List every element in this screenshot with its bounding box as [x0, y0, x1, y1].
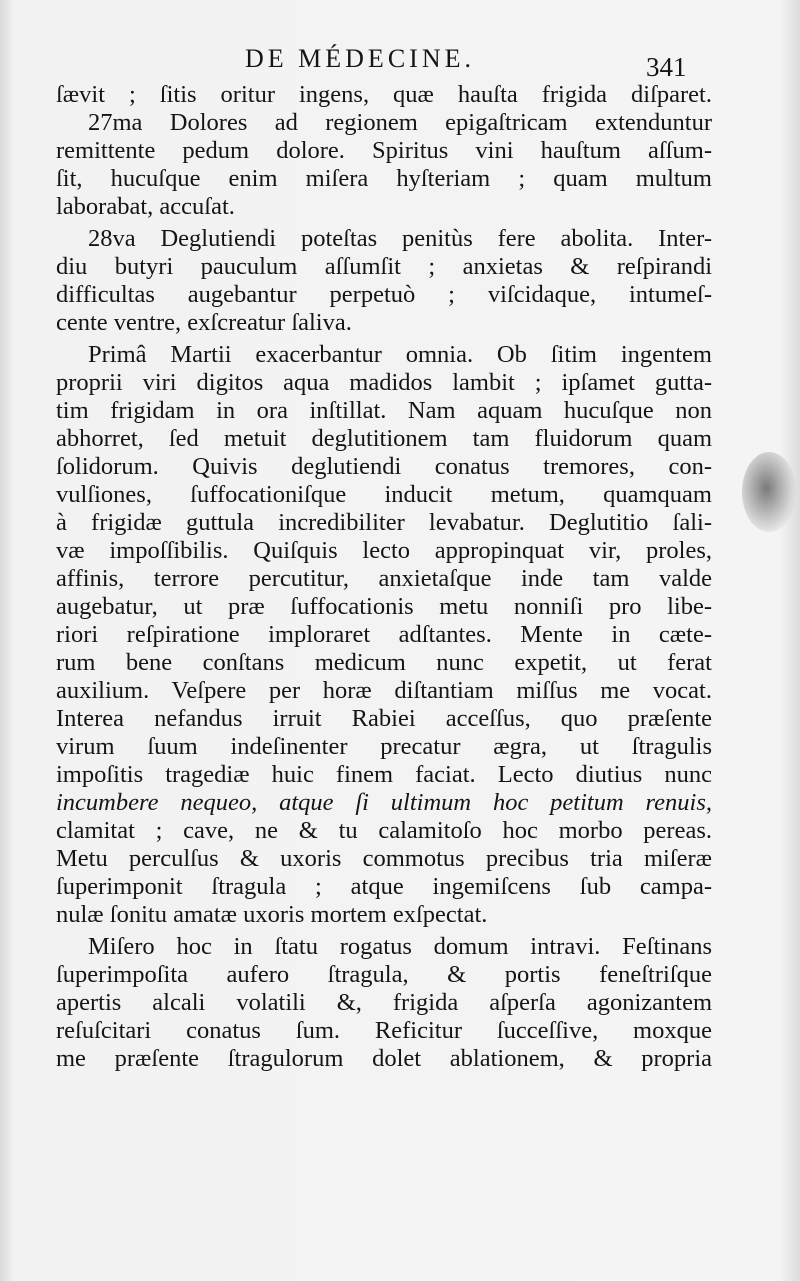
text-line: nulæ ſonitu amatæ uxoris mortem exſpectat. [56, 901, 488, 928]
text-line: affinis, terrore percutitur, anxietaſque inde tam valde [56, 565, 712, 592]
text-line: remittente pedum dolore. Spiritus vini hauſtum aſſum- [56, 137, 712, 164]
page-number: 341 [646, 52, 687, 82]
text-line: virum ſuum indeſinenter precatur ægra, ut ſtragulis [56, 733, 712, 760]
text-line: Metu perculſus & uxoris commotus precibus tria miſeræ [56, 845, 712, 872]
text-line: à frigidæ guttula incredibiliter levabatur. Deglutitio ſali- [56, 509, 712, 536]
text-line: apertis alcali volatili &, frigida aſperſa agonizantem [56, 989, 712, 1016]
text-line: tim frigidam in ora inſtillat. Nam aquam hucuſque non [56, 397, 712, 424]
running-title: DE MÉDECINE. [245, 44, 475, 73]
text-line: ſævit ; ſitis oritur ingens, quæ hauſta frigida diſparet. [56, 81, 712, 108]
text-line: ſuperimponit ſtragula ; atque ingemiſcens ſub campa- [56, 873, 712, 900]
text-line: abhorret, ſed metuit deglutitionem tam fluidorum quam [56, 425, 712, 452]
text-line: Interea nefandus irruit Rabiei acceſſus, quo præſente [56, 705, 712, 732]
text-line: incumbere nequeo, atque ſi ultimum hoc petitum renuis, [56, 789, 712, 816]
text-line: diu butyri pauculum aſſumſit ; anxietas & reſpirandi [56, 253, 712, 280]
text-line: auxilium. Veſpere per horæ diſtantiam miſſus me vocat. [56, 677, 712, 704]
text-line: difficultas augebantur perpetuò ; viſcidaque, intumeſ- [56, 281, 712, 308]
text-line: laborabat, accuſat. [56, 193, 235, 220]
text-line: clamitat ; cave, ne & tu calamitoſo hoc morbo pereas. [56, 817, 712, 844]
text-line: rum bene conſtans medicum nunc expetit, ut ferat [56, 649, 712, 676]
text-line: riori reſpiratione imploraret adſtantes. Mente in cæte- [56, 621, 712, 648]
text-line: ſit, hucuſque enim miſera hyſteriam ; quam multum [56, 165, 712, 192]
text-line: ſuperimpoſita aufero ſtragula, & portis feneſtriſque [56, 961, 712, 988]
text-line: 27ma Dolores ad regionem epigaſtricam extenduntur [88, 109, 712, 136]
text-line: reſuſcitari conatus ſum. Reficitur ſucceſſive, moxque [56, 1017, 712, 1044]
text-line: 28va Deglutiendi poteſtas penitùs fere abolita. Inter- [88, 225, 712, 252]
body-text [56, 81, 712, 1073]
text-line: vulſiones, ſuffocationiſque inducit metum, quamquam [56, 481, 712, 508]
text-line: me præſente ſtragulorum dolet ablationem, & propria [56, 1045, 712, 1072]
text-line: cente ventre, exſcreatur ſaliva. [56, 309, 352, 336]
text-line: Miſero hoc in ſtatu rogatus domum intravi. Feſtinans [88, 933, 712, 960]
text-line: væ impoſſibilis. Quiſquis lecto appropinquat vir, proles, [56, 537, 712, 564]
text-line: Primâ Martii exacerbantur omnia. Ob ſitim ingentem [88, 341, 712, 368]
text-line: augebatur, ut præ ſuffocationis metu nonniſi pro libe- [56, 593, 712, 620]
text-line: proprii viri digitos aqua madidos lambit ; ipſamet gutta- [56, 369, 712, 396]
text-line: impoſitis tragediæ huic finem faciat. Lecto diutius nunc [56, 761, 712, 788]
text-line: ſolidorum. Quivis deglutiendi conatus tremores, con- [56, 453, 712, 480]
ink-stain [742, 452, 796, 532]
